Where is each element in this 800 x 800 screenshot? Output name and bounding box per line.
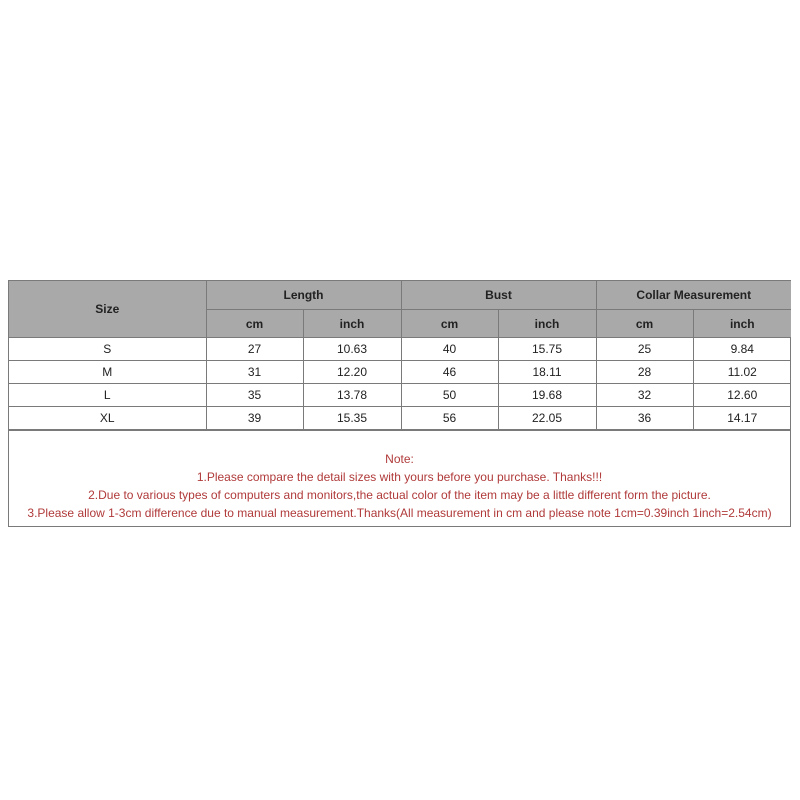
table-cell: 10.63 [303,338,401,361]
table-row [9,407,791,430]
size-cell: S [9,338,206,361]
table-cell: 12.20 [303,361,401,384]
collar-header: Collar Measurement [596,281,791,310]
size-cell: XL [9,407,206,430]
table-cell: 56 [401,407,498,430]
size-cell: L [9,384,206,407]
table-cell: 22.05 [498,407,596,430]
table-row [9,361,791,384]
bust-header: Bust [401,281,596,310]
table-cell: 31 [206,361,303,384]
notes-title: Note: [385,452,414,466]
table-cell: 14.17 [693,407,791,430]
size-header: Size [9,281,206,338]
table-cell: 11.02 [693,361,791,384]
table-cell: 19.68 [498,384,596,407]
table-cell: 40 [401,338,498,361]
unit-header: cm [596,310,693,338]
unit-header: cm [401,310,498,338]
table-cell: 13.78 [303,384,401,407]
note-line: 2.Due to various types of computers and monitors,the actual color of the item may be a little different form the picture. [88,488,711,502]
note-line: 1.Please compare the detail sizes with yours before you purchase. Thanks!!! [196,470,603,484]
length-header: Length [206,281,401,310]
table-cell: 32 [596,384,693,407]
table-cell: 18.11 [498,361,596,384]
table-cell: 15.75 [498,338,596,361]
unit-header: inch [693,310,791,338]
header-group-row [9,281,791,310]
table-cell: 35 [206,384,303,407]
unit-header: inch [303,310,401,338]
size-chart [8,280,791,527]
unit-header: inch [498,310,596,338]
size-cell: M [9,361,206,384]
table-cell: 46 [401,361,498,384]
unit-header: cm [206,310,303,338]
table-cell: 9.84 [693,338,791,361]
note-line: 3.Please allow 1-3cm difference due to manual measurement.Thanks(All measurement in cm and please note 1cm=0.39inch 1inch=2.54cm) [27,506,772,520]
size-table [9,281,791,430]
table-cell: 12.60 [693,384,791,407]
table-cell: 28 [596,361,693,384]
table-cell: 25 [596,338,693,361]
notes-section [9,430,790,526]
table-cell: 15.35 [303,407,401,430]
table-row [9,338,791,361]
table-row [9,384,791,407]
table-cell: 36 [596,407,693,430]
table-cell: 27 [206,338,303,361]
table-cell: 50 [401,384,498,407]
table-cell: 39 [206,407,303,430]
